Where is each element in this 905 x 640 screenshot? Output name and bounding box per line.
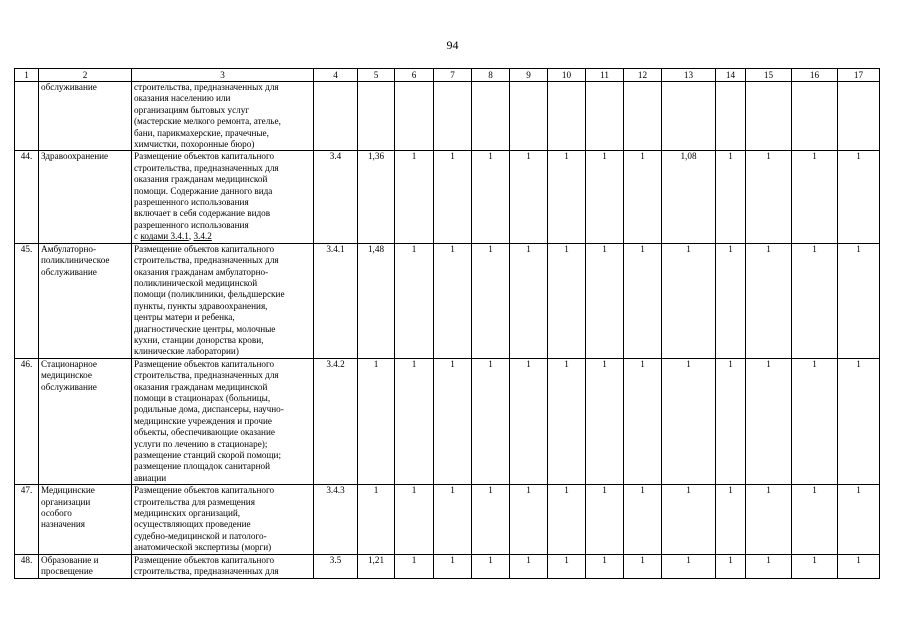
land-use-code-cell: 3.4 bbox=[314, 151, 358, 243]
land-use-name-line: обслуживание bbox=[41, 266, 97, 277]
value-cell: 1 bbox=[434, 243, 472, 358]
value-cell bbox=[586, 82, 624, 151]
description-line: услуги по лечению в стационаре); bbox=[134, 438, 268, 449]
column-header: 4 bbox=[314, 69, 358, 82]
coefficient-cell: 1,36 bbox=[358, 151, 395, 243]
value-cell: 1 bbox=[624, 485, 662, 554]
land-use-name-line: поликлиническое bbox=[41, 255, 110, 266]
column-header: 2 bbox=[39, 69, 132, 82]
description-line: (мастерские мелкого ремонта, ателье, bbox=[134, 116, 281, 127]
row-number-cell: 48. bbox=[15, 554, 39, 578]
coefficient-cell: 1 bbox=[358, 358, 395, 484]
description-line: кухни, станции донорства крови, bbox=[134, 334, 264, 345]
value-cell: 1 bbox=[624, 151, 662, 243]
value-cell: 1 bbox=[472, 554, 510, 578]
value-cell: 1 bbox=[746, 243, 792, 358]
value-cell: 1 bbox=[472, 358, 510, 484]
land-use-name-line: Амбулаторно- bbox=[41, 243, 97, 254]
land-use-code-cell: 3.4.2 bbox=[314, 358, 358, 484]
value-cell: 1 bbox=[838, 151, 880, 243]
land-use-name-line: Стационарное bbox=[41, 358, 97, 369]
description-line: размещение станций скорой помощи; bbox=[134, 450, 282, 460]
description-line: Размещение объектов капитального bbox=[134, 554, 275, 565]
column-header: 8 bbox=[472, 69, 510, 82]
land-use-name-cell bbox=[39, 151, 132, 243]
value-cell: 1 bbox=[395, 554, 434, 578]
value-cell: 1 bbox=[548, 358, 586, 484]
row-number-cell: 47. bbox=[15, 485, 39, 554]
description-line: поликлинической медицинской bbox=[134, 277, 258, 288]
value-cell: 1 bbox=[586, 485, 624, 554]
value-cell bbox=[746, 82, 792, 151]
land-use-name-cell bbox=[39, 243, 132, 358]
value-cell: 1 bbox=[716, 151, 746, 243]
value-cell: 1 bbox=[792, 554, 838, 578]
land-use-coefficient-table bbox=[14, 68, 880, 579]
value-cell: 1 bbox=[510, 554, 548, 578]
description-line: оказания гражданам медицинской bbox=[134, 381, 268, 392]
column-header: 16 bbox=[792, 69, 838, 82]
description-line: диагностические центры, молочные bbox=[134, 323, 276, 334]
value-cell bbox=[662, 82, 716, 151]
table-row bbox=[15, 82, 880, 151]
value-cell: 1 bbox=[434, 151, 472, 243]
coefficient-cell: 1,48 bbox=[358, 243, 395, 358]
value-cell bbox=[624, 82, 662, 151]
land-use-name-line: особого bbox=[41, 508, 72, 519]
value-cell: 1 bbox=[716, 485, 746, 554]
description-line: оказания гражданам амбулаторно- bbox=[134, 266, 269, 277]
table-row bbox=[15, 554, 880, 578]
description-line: помощи (поликлиники, фельдшерские bbox=[134, 289, 285, 300]
column-header: 10 bbox=[548, 69, 586, 82]
value-cell bbox=[548, 82, 586, 151]
value-cell: 1 bbox=[548, 485, 586, 554]
column-header: 15 bbox=[746, 69, 792, 82]
value-cell: 1 bbox=[434, 554, 472, 578]
value-cell: 1 bbox=[624, 243, 662, 358]
value-cell: 1 bbox=[716, 358, 746, 484]
value-cell: 1 bbox=[548, 151, 586, 243]
description-line: строительства, предназначенных для bbox=[134, 370, 279, 381]
value-cell: 1 bbox=[624, 554, 662, 578]
value-cell: 1 bbox=[792, 358, 838, 484]
value-cell: 1 bbox=[548, 554, 586, 578]
description-line: разрешенного использования bbox=[134, 197, 249, 208]
land-use-code-cell: 3.4.1 bbox=[314, 243, 358, 358]
table-row bbox=[15, 485, 880, 554]
value-cell bbox=[838, 82, 880, 151]
land-use-code-cell: 3.4.3 bbox=[314, 485, 358, 554]
description-line: Размещение объектов капитального bbox=[134, 358, 275, 369]
coefficient-cell: 1 bbox=[358, 485, 395, 554]
land-use-description-cell bbox=[132, 243, 314, 358]
value-cell bbox=[472, 82, 510, 151]
column-header: 7 bbox=[434, 69, 472, 82]
value-cell: 1 bbox=[716, 554, 746, 578]
column-header: 17 bbox=[838, 69, 880, 82]
land-use-name-line: Образование и bbox=[41, 554, 99, 565]
column-header: 3 bbox=[132, 69, 314, 82]
land-use-description-cell bbox=[132, 82, 314, 151]
column-header: 1 bbox=[15, 69, 39, 82]
column-header: 6 bbox=[395, 69, 434, 82]
description-line: пункты, пункты здравоохранения, bbox=[134, 300, 268, 311]
land-use-name-line: просвещение bbox=[41, 566, 93, 577]
coefficient-cell: 1,21 bbox=[358, 554, 395, 578]
column-header: 5 bbox=[358, 69, 395, 82]
value-cell: 1 bbox=[662, 243, 716, 358]
description-line: строительства для размещения bbox=[134, 496, 255, 507]
land-use-code-cell: 3.5 bbox=[314, 554, 358, 578]
value-cell: 1 bbox=[395, 151, 434, 243]
value-cell bbox=[395, 82, 434, 151]
value-cell: 1 bbox=[586, 151, 624, 243]
description-line: Размещение объектов капитального bbox=[134, 151, 275, 162]
value-cell: 1 bbox=[746, 485, 792, 554]
value-cell: 1 bbox=[586, 554, 624, 578]
description-line: авиации bbox=[134, 472, 167, 483]
column-header: 9 bbox=[510, 69, 548, 82]
value-cell: 1 bbox=[434, 358, 472, 484]
land-use-name-cell bbox=[39, 82, 132, 151]
value-cell: 1 bbox=[662, 358, 716, 484]
land-use-code-cell bbox=[314, 82, 358, 151]
value-cell: 1,08 bbox=[662, 151, 716, 243]
description-line: оказания гражданам медицинской bbox=[134, 174, 268, 185]
coefficient-cell bbox=[358, 82, 395, 151]
value-cell: 1 bbox=[510, 243, 548, 358]
value-cell: 1 bbox=[434, 485, 472, 554]
land-use-description-cell bbox=[132, 485, 314, 554]
land-use-description-cell bbox=[132, 151, 314, 243]
value-cell: 1 bbox=[838, 485, 880, 554]
table-row bbox=[15, 151, 880, 243]
table-row bbox=[15, 358, 880, 484]
value-cell: 1 bbox=[586, 358, 624, 484]
value-cell bbox=[716, 82, 746, 151]
description-line: объекты, обеспечивающие оказание bbox=[134, 427, 275, 438]
description-line: судебно-медицинской и патолого- bbox=[134, 530, 267, 541]
value-cell: 1 bbox=[395, 243, 434, 358]
value-cell: 1 bbox=[746, 358, 792, 484]
land-use-name-line: Здравоохранение bbox=[41, 151, 109, 162]
description-line: бани, парикмахерские, прачечные, bbox=[134, 127, 269, 138]
description-line: родильные дома, диспансеры, научно- bbox=[134, 404, 284, 415]
land-use-name-line: обслуживание bbox=[41, 82, 97, 92]
description-line: с кодами 3.4.1, 3.4.2 bbox=[134, 231, 212, 242]
land-use-name-cell bbox=[39, 554, 132, 578]
value-cell: 1 bbox=[838, 243, 880, 358]
column-header: 13 bbox=[662, 69, 716, 82]
land-use-name-line: организации bbox=[41, 496, 91, 507]
description-line: Размещение объектов капитального bbox=[134, 243, 275, 254]
description-line: клинические лаборатории) bbox=[134, 346, 239, 357]
value-cell: 1 bbox=[395, 358, 434, 484]
description-line: размещение площадок санитарной bbox=[134, 461, 271, 472]
value-cell: 1 bbox=[472, 485, 510, 554]
land-use-name-cell bbox=[39, 358, 132, 484]
value-cell bbox=[434, 82, 472, 151]
value-cell: 1 bbox=[746, 151, 792, 243]
description-line: химчистки, похоронные бюро) bbox=[134, 139, 255, 150]
land-use-name-line: Медицинские bbox=[41, 485, 95, 496]
column-header: 11 bbox=[586, 69, 624, 82]
value-cell: 1 bbox=[792, 151, 838, 243]
table-row bbox=[15, 243, 880, 358]
land-use-name-line: медицинское bbox=[41, 370, 92, 381]
value-cell: 1 bbox=[472, 151, 510, 243]
land-use-name-cell bbox=[39, 485, 132, 554]
column-header: 14 bbox=[716, 69, 746, 82]
row-number-cell: 44. bbox=[15, 151, 39, 243]
value-cell: 1 bbox=[510, 151, 548, 243]
description-line: помощи. Содержание данного вида bbox=[134, 185, 273, 196]
description-line: строительства, предназначенных для bbox=[134, 255, 279, 266]
description-line: организациям бытовых услуг bbox=[134, 104, 250, 115]
value-cell: 1 bbox=[510, 485, 548, 554]
description-line: включает в себя содержание видов bbox=[134, 208, 271, 219]
code-link[interactable]: 3.4.2 bbox=[193, 231, 212, 242]
row-number-cell: 46. bbox=[15, 358, 39, 484]
value-cell bbox=[792, 82, 838, 151]
value-cell: 1 bbox=[624, 358, 662, 484]
value-cell: 1 bbox=[662, 554, 716, 578]
description-line: строительства, предназначенных для bbox=[134, 566, 279, 577]
value-cell: 1 bbox=[662, 485, 716, 554]
land-use-description-cell bbox=[132, 554, 314, 578]
value-cell: 1 bbox=[746, 554, 792, 578]
description-line: помощи в стационарах (больницы, bbox=[134, 392, 271, 403]
description-line: центры матери и ребенка, bbox=[134, 312, 235, 323]
value-cell: 1 bbox=[548, 243, 586, 358]
description-line: осуществляющих проведение bbox=[134, 519, 251, 530]
value-cell: 1 bbox=[792, 243, 838, 358]
description-line: строительства, предназначенных для bbox=[134, 162, 279, 173]
description-line: анатомической экспертизы (морги) bbox=[134, 542, 272, 553]
value-cell: 1 bbox=[586, 243, 624, 358]
value-cell bbox=[510, 82, 548, 151]
description-line: Размещение объектов капитального bbox=[134, 485, 275, 496]
table-body bbox=[15, 82, 880, 579]
column-header: 12 bbox=[624, 69, 662, 82]
value-cell: 1 bbox=[395, 485, 434, 554]
value-cell: 1 bbox=[838, 358, 880, 484]
land-use-name-line: назначения bbox=[41, 519, 86, 530]
value-cell: 1 bbox=[792, 485, 838, 554]
land-use-name-line: обслуживание bbox=[41, 381, 97, 392]
description-line: строительства, предназначенных для bbox=[134, 82, 279, 92]
description-line: медицинские учреждения и прочие bbox=[134, 415, 272, 426]
description-line: оказания населению или bbox=[134, 93, 231, 104]
value-cell: 1 bbox=[716, 243, 746, 358]
land-use-description-cell bbox=[132, 358, 314, 484]
page-number: 94 bbox=[446, 38, 459, 52]
description-line: разрешенного использования bbox=[134, 219, 249, 230]
value-cell: 1 bbox=[472, 243, 510, 358]
description-line: медицинских организаций, bbox=[134, 508, 241, 519]
column-number-header-row bbox=[15, 69, 880, 82]
value-cell: 1 bbox=[510, 358, 548, 484]
code-link[interactable]: кодами 3.4.1 bbox=[140, 231, 189, 242]
value-cell: 1 bbox=[838, 554, 880, 578]
row-number-cell: 45. bbox=[15, 243, 39, 358]
row-number-cell bbox=[15, 82, 39, 151]
